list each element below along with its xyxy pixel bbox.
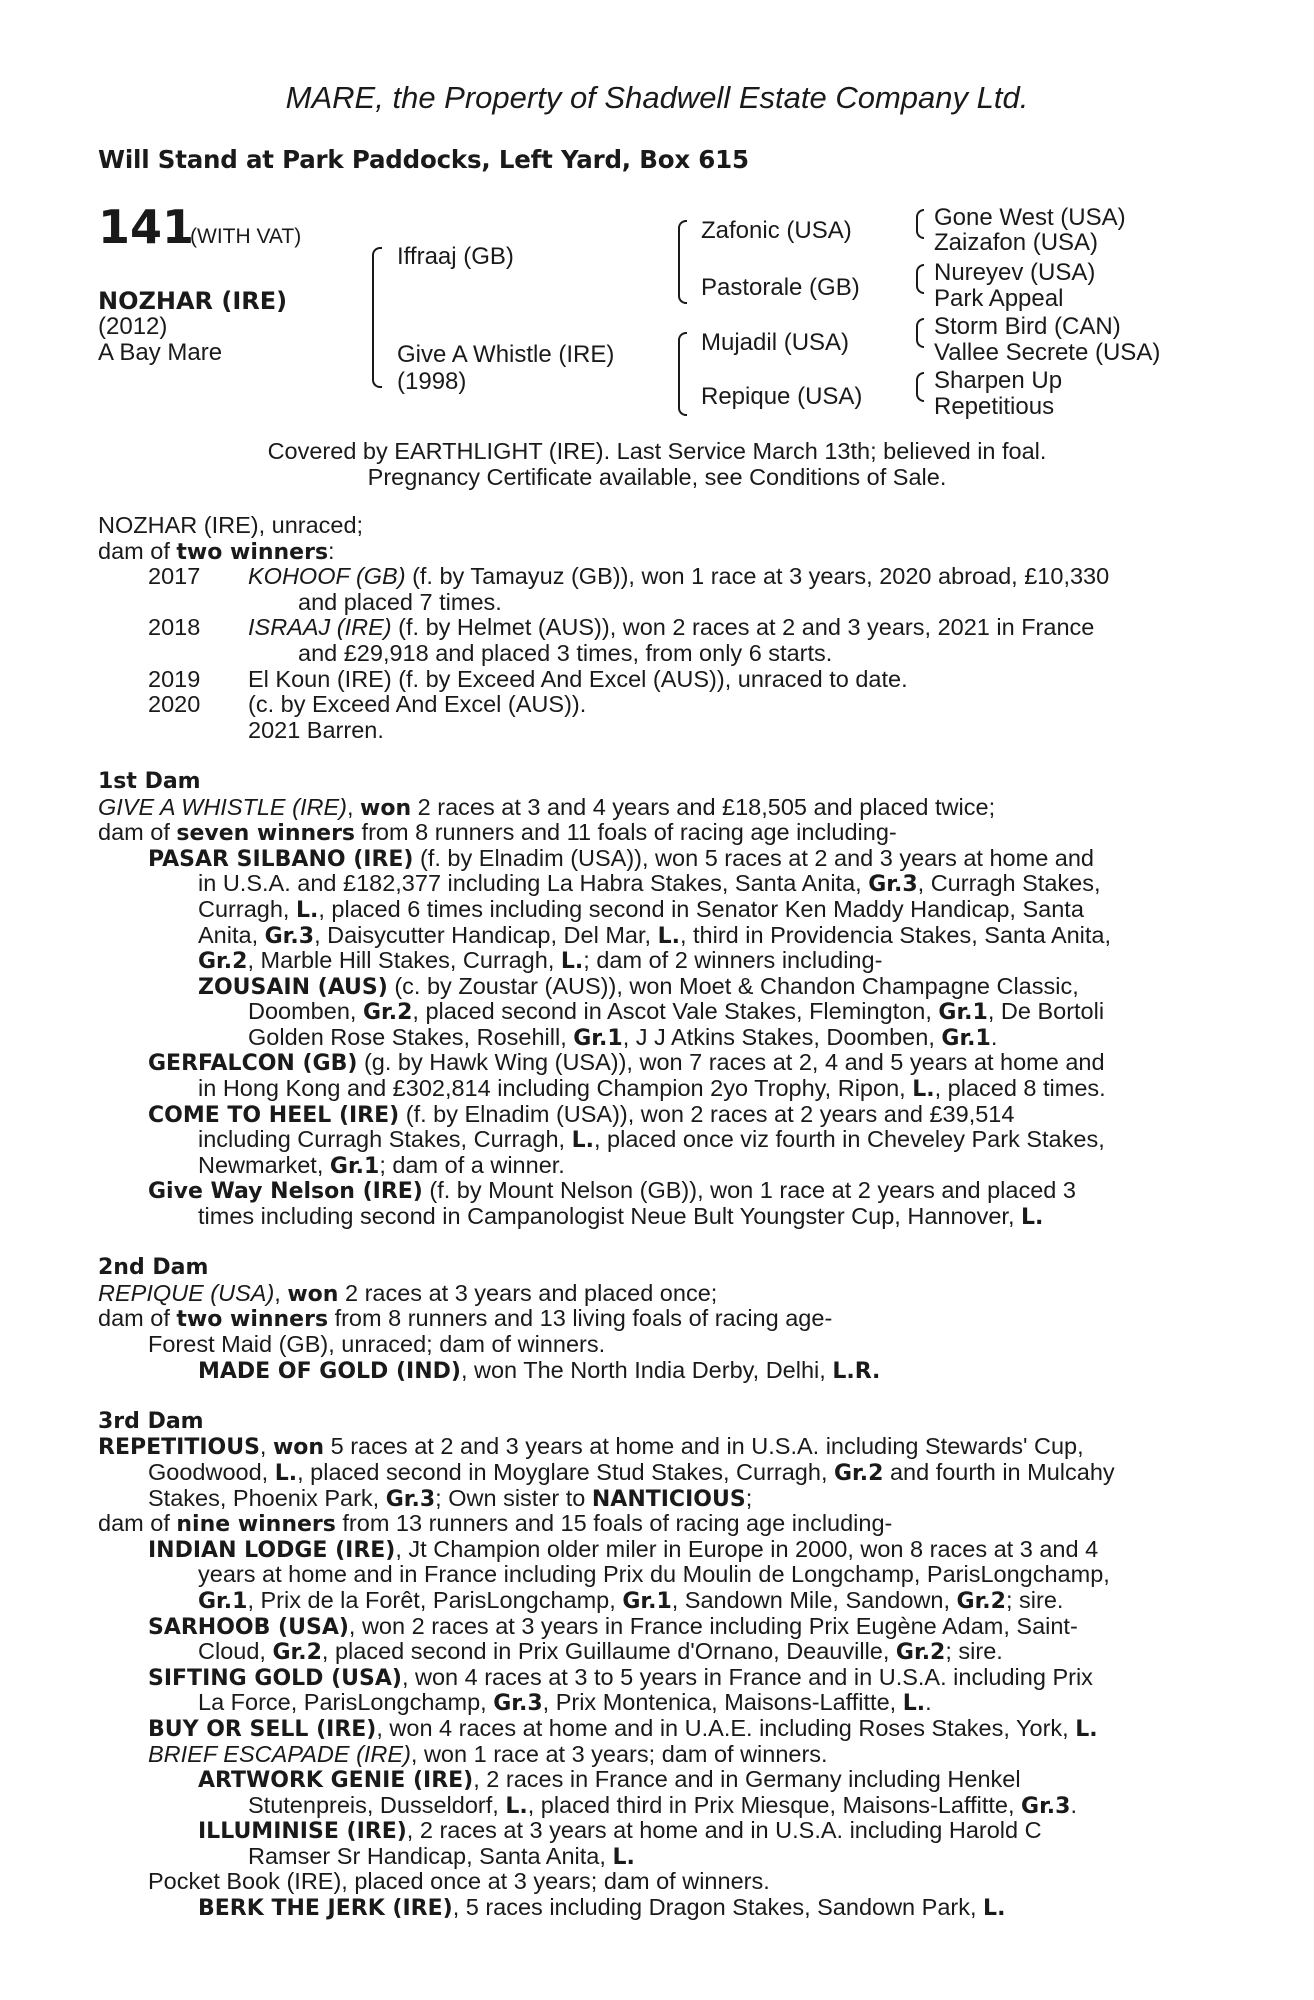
third-dam-dam-of: dam of nine winners from 13 runners and 15 foals of racing age including- [98, 1510, 893, 1538]
produce-barren: 2021 Barren. [248, 716, 384, 743]
second-dam-dam-of: dam of two winners from 8 runners and 13 living foals of racing age- [98, 1305, 833, 1333]
pedigree-brace-g3-3b [916, 332, 924, 348]
produce-row: 2020 (c. by Exceed And Excel (AUS)). [148, 691, 587, 718]
pedigree-g3-4: Park Appeal [934, 285, 1064, 312]
produce-row: 2017 KOHOOF (GB) (f. by Tamayuz (GB)), won 1 race at 3 years, 2020 abroad, £10,330 [148, 563, 1110, 590]
come-to-heel: COME TO HEEL (IRE) (f. by Elnadim (USA)), won 2 races at 2 years and £39,514 [148, 1100, 1015, 1128]
illuminise-cont: Ramser Sr Handicap, Santa Anita, L. [248, 1842, 635, 1870]
pedigree-sire: Iffraaj (GB) [397, 243, 514, 270]
covered-note: Covered by EARTHLIGHT (IRE). Last Service March 13th; believed in foal. [267, 438, 1047, 464]
first-dam-heading: 1st Dam [98, 768, 201, 794]
pedigree-g3-5: Storm Bird (CAN) [934, 313, 1121, 340]
come-to-heel-cont: Newmarket, Gr.1; dam of a winner. [198, 1151, 565, 1179]
buy-or-sell: BUY OR SELL (IRE), won 4 races at home and in U.A.E. including Roses Stakes, York, L. [148, 1714, 1098, 1742]
pedigree-dam-sire: Mujadil (USA) [701, 329, 850, 356]
indian-lodge-cont: Gr.1, Prix de la Forêt, ParisLongchamp, Gr.1, Sandown Mile, Sandown, Gr.2; sire. [198, 1586, 1064, 1614]
third-dam-cont: Goodwood, L., placed second in Moyglare Stud Stakes, Curragh, Gr.2 and fourth in Mulcahy [148, 1458, 1115, 1486]
sarhoob-cont: Cloud, Gr.2, placed second in Prix Guillaume d'Ornano, Deauville, Gr.2; sire. [198, 1638, 1003, 1666]
pedigree-g3-2: Zaizafon (USA) [934, 229, 1099, 256]
zousain: ZOUSAIN (AUS) (c. by Zoustar (AUS)), won Moet & Chandon Champagne Classic, [198, 972, 1079, 1000]
pasar-silbano: PASAR SILBANO (IRE) (f. by Elnadim (USA)), won 5 races at 2 and 3 years at home and [148, 844, 1094, 872]
give-way-nelson-cont: times including second in Campanologist Neue Bult Youngster Cup, Hannover, L. [198, 1203, 1044, 1231]
forest-maid: Forest Maid (GB), unraced; dam of winners. [148, 1331, 606, 1357]
come-to-heel-cont: including Curragh Stakes, Curragh, L., placed once viz fourth in Cheveley Park Stakes, [198, 1126, 1105, 1154]
lot-number: 141 [98, 200, 195, 254]
pregnancy-note: Pregnancy Certificate available, see Conditions of Sale. [367, 464, 947, 490]
horse-description: A Bay Mare [98, 339, 223, 366]
pocket-book: Pocket Book (IRE), placed once at 3 years; dam of winners. [148, 1868, 770, 1895]
sifting-gold: SIFTING GOLD (USA), won 4 races at 3 to 5 years in France and in U.S.A. including Prix [148, 1663, 1093, 1691]
pedigree-g3-6: Vallee Secrete (USA) [934, 339, 1161, 366]
pedigree-brace-sire-lower [678, 262, 687, 304]
pedigree-brace-lower [372, 310, 382, 388]
second-dam-heading: 2nd Dam [98, 1255, 209, 1281]
produce-dam-of: dam of two winners: [98, 537, 335, 565]
horse-year: (2012) [98, 313, 168, 340]
third-dam-cont: Stakes, Phoenix Park, Gr.3; Own sister to NANTICIOUS; [148, 1484, 753, 1512]
berk-the-jerk: BERK THE JERK (IRE), 5 races including Dragon Stakes, Sandown Park, L. [198, 1894, 1006, 1922]
pedigree-sire-sire: Zafonic (USA) [701, 217, 852, 244]
gerfalcon-cont: in Hong Kong and £302,814 including Champion 2yo Trophy, Ripon, L., placed 8 times. [198, 1075, 1106, 1103]
pedigree-g3-7: Sharpen Up [934, 367, 1063, 394]
artwork-genie-cont: Stutenpreis, Dusseldorf, L., placed third in Prix Miesque, Maisons-Laffitte, Gr.3. [248, 1791, 1077, 1819]
pedigree-brace-g3-2b [916, 278, 924, 294]
pedigree-g3-8: Repetitious [934, 393, 1055, 420]
artwork-genie: ARTWORK GENIE (IRE), 2 races in France and in Germany including Henkel [198, 1766, 1021, 1794]
zousain-cont: Doomben, Gr.2, placed second in Ascot Vale Stakes, Flemington, Gr.1, De Bortoli [248, 998, 1105, 1026]
produce-intro: NOZHAR (IRE), unraced; [98, 512, 364, 538]
pedigree-sire-dam: Pastorale (GB) [701, 274, 860, 301]
pedigree-brace-dam-lower [678, 374, 687, 416]
pedigree-brace-sire-upper [678, 220, 687, 264]
pasar-silbano-cont: in U.S.A. and £182,377 including La Habra Stakes, Santa Anita, Gr.3, Curragh Stakes, [198, 870, 1101, 898]
zousain-cont: Golden Rose Stakes, Rosehill, Gr.1, J J Atkins Stakes, Doomben, Gr.1. [248, 1023, 998, 1051]
produce-row-cont: and £29,918 and placed 3 times, from only 6 starts. [298, 639, 833, 666]
sifting-gold-cont: La Force, ParisLongchamp, Gr.3, Prix Montenica, Maisons-Laffitte, L.. [198, 1689, 932, 1717]
vat-note: (WITH VAT) [190, 225, 302, 248]
pedigree-g3-1: Gone West (USA) [934, 204, 1126, 231]
pedigree-dam: Give A Whistle (IRE) [397, 341, 615, 368]
gerfalcon: GERFALCON (GB) (g. by Hawk Wing (USA)), won 7 races at 2, 4 and 5 years at home and [148, 1049, 1105, 1077]
brief-escapade: BRIEF ESCAPADE (IRE), won 1 race at 3 years; dam of winners. [148, 1740, 828, 1767]
third-dam-heading: 3rd Dam [98, 1408, 204, 1434]
sarhoob: SARHOOB (USA), won 2 races at 3 years in France including Prix Eugène Adam, Saint- [148, 1612, 1078, 1640]
produce-row: 2019 El Koun (IRE) (f. by Exceed And Excel (AUS)), unraced to date. [148, 665, 908, 692]
pedigree-brace-g3-1b [916, 223, 924, 239]
second-dam-summary: REPIQUE (USA), won 2 races at 3 years and placed once; [98, 1279, 718, 1307]
horse-name: NOZHAR (IRE) [98, 287, 288, 315]
stand-location: Will Stand at Park Paddocks, Left Yard, Box 615 [98, 145, 749, 174]
pasar-silbano-cont: Anita, Gr.3, Daisycutter Handicap, Del Mar, L., third in Providencia Stakes, Santa Anita, [198, 921, 1112, 949]
produce-row: 2018 ISRAAJ (IRE) (f. by Helmet (AUS)), won 2 races at 2 and 3 years, 2021 in France [148, 614, 1095, 641]
pedigree-brace-upper [372, 247, 382, 312]
pedigree-brace-g3-4b [916, 386, 924, 402]
first-dam-summary: GIVE A WHISTLE (IRE), won 2 races at 3 and 4 years and £18,505 and placed twice; [98, 793, 996, 821]
pasar-silbano-cont: Gr.2, Marble Hill Stakes, Curragh, L.; dam of 2 winners including- [198, 947, 883, 975]
indian-lodge-cont: years at home and in France including Prix du Moulin de Longchamp, ParisLongchamp, [198, 1561, 1110, 1588]
made-of-gold: MADE OF GOLD (IND), won The North India Derby, Delhi, L.R. [198, 1356, 881, 1384]
produce-record [98, 513, 1208, 1921]
page-title: MARE, the Property of Shadwell Estate Company Ltd. [285, 80, 1029, 115]
first-dam-dam-of: dam of seven winners from 8 runners and 11 foals of racing age including- [98, 819, 897, 847]
indian-lodge: INDIAN LODGE (IRE), Jt Champion older miler in Europe in 2000, won 8 races at 3 and 4 [148, 1535, 1099, 1563]
illuminise: ILLUMINISE (IRE), 2 races at 3 years at home and in U.S.A. including Harold C [198, 1817, 1042, 1845]
pasar-silbano-cont: Curragh, L., placed 6 times including second in Senator Ken Maddy Handicap, Santa [198, 895, 1084, 923]
give-way-nelson: Give Way Nelson (IRE) (f. by Mount Nelson (GB)), won 1 race at 2 years and placed 3 [148, 1177, 1076, 1205]
pedigree-brace-dam-upper [678, 332, 687, 376]
pedigree-dam-dam: Repique (USA) [701, 383, 863, 410]
pedigree-g3-3: Nureyev (USA) [934, 259, 1096, 286]
third-dam-summary: REPETITIOUS, won 5 races at 2 and 3 years at home and in U.S.A. including Stewards' Cup, [98, 1433, 1084, 1461]
pedigree-dam-year: (1998) [397, 368, 467, 395]
produce-row-cont: and placed 7 times. [298, 588, 502, 615]
